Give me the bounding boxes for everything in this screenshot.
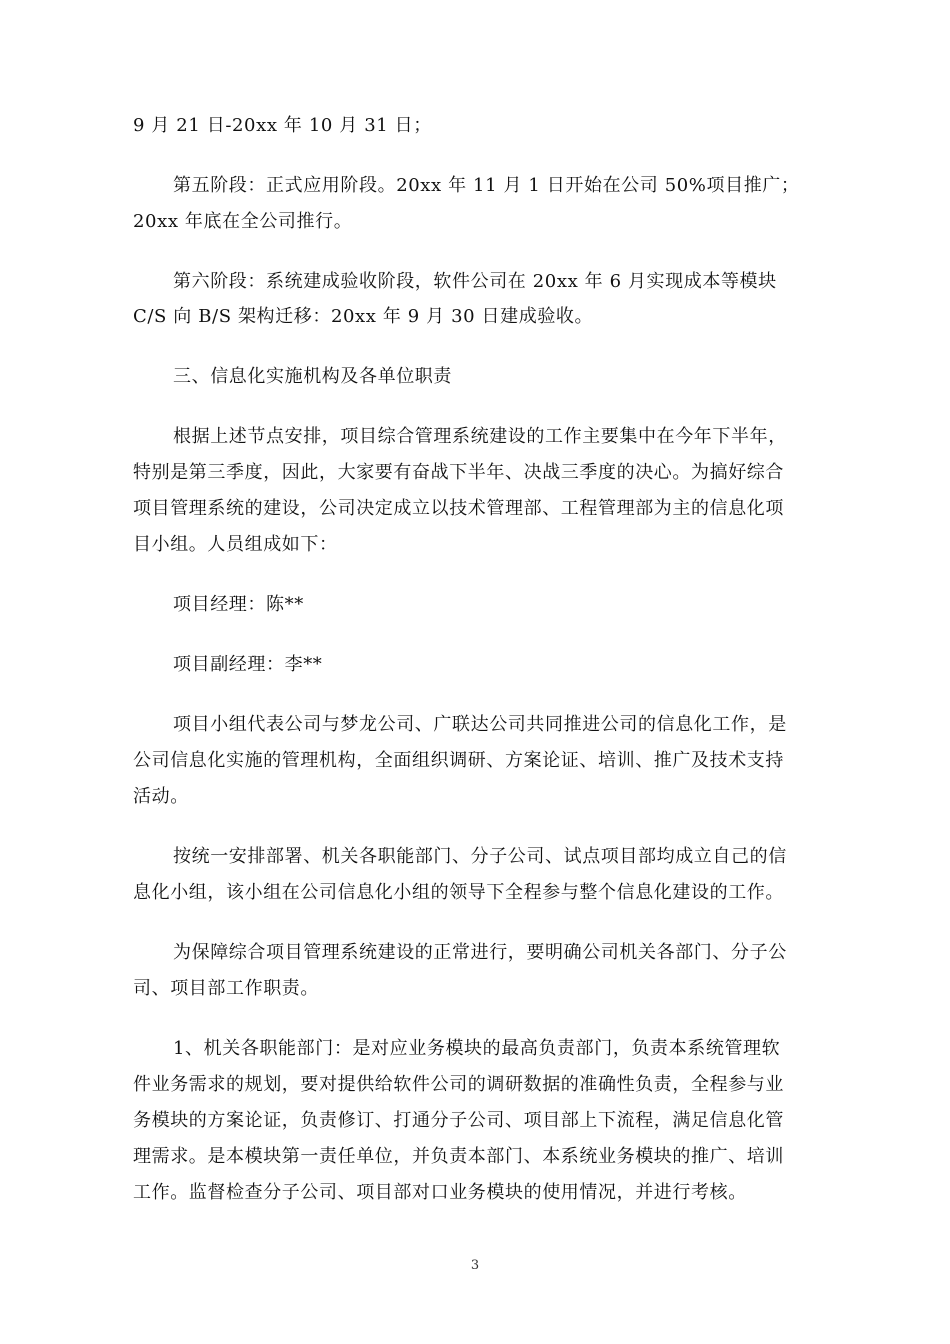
page-number: 3 <box>470 1258 480 1273</box>
text-line: 第五阶段：正式应用阶段。20xx 年 11 月 1 日开始在公司 50%项目推广； <box>173 175 800 196</box>
text-line: 第六阶段：系统建成验收阶段，软件公司在 20xx 年 6 月实现成本等模块 <box>173 271 777 292</box>
section-heading: 三、信息化实施机构及各单位职责 <box>173 366 452 387</box>
text-line: 公司信息化实施的管理机构，全面组织调研、方案论证、培训、推广及技术支持 <box>133 750 784 771</box>
text-line: 务模块的方案论证，负责修订、打通分子公司、项目部上下流程，满足信息化管 <box>133 1110 784 1131</box>
text-line: 项目小组代表公司与梦龙公司、广联达公司共同推进公司的信息化工作，是 <box>173 714 787 735</box>
text-line: 项目副经理：李** <box>173 654 323 675</box>
text-line: 9 月 21 日-20xx 年 10 月 31 日； <box>133 115 432 136</box>
text-line: 件业务需求的规划，要对提供给软件公司的调研数据的准确性负责，全程参与业 <box>133 1074 784 1095</box>
text-line: 根据上述节点安排，项目综合管理系统建设的工作主要集中在今年下半年， <box>173 426 787 447</box>
text-line: 特别是第三季度，因此，大家要有奋战下半年、决战三季度的决心。为搞好综合 <box>133 462 784 483</box>
text-line: 为保障综合项目管理系统建设的正常进行，要明确公司机关各部门、分子公 <box>173 942 787 963</box>
text-line: 20xx 年底在全公司推行。 <box>133 211 353 232</box>
text-line: 息化小组，该小组在公司信息化小组的领导下全程参与整个信息化建设的工作。 <box>133 882 784 903</box>
text-line: 工作。监督检查分子公司、项目部对口业务模块的使用情况，并进行考核。 <box>133 1182 747 1203</box>
text-line: 项目经理：陈** <box>173 594 304 615</box>
text-line: 按统一安排部署、机关各职能部门、分子公司、试点项目部均成立自己的信 <box>173 846 787 867</box>
text-line: 活动。 <box>133 786 189 807</box>
text-line: C/S 向 B/S 架构迁移：20xx 年 9 月 30 日建成验收。 <box>133 306 594 327</box>
text-line: 目小组。人员组成如下： <box>133 534 338 555</box>
text-line: 1、机关各职能部门：是对应业务模块的最高负责部门，负责本系统管理软 <box>173 1038 781 1059</box>
text-line: 司、项目部工作职责。 <box>133 978 319 999</box>
text-line: 项目管理系统的建设，公司决定成立以技术管理部、工程管理部为主的信息化项 <box>133 498 784 519</box>
text-line: 理需求。是本模块第一责任单位，并负责本部门、本系统业务模块的推广、培训 <box>133 1146 784 1167</box>
